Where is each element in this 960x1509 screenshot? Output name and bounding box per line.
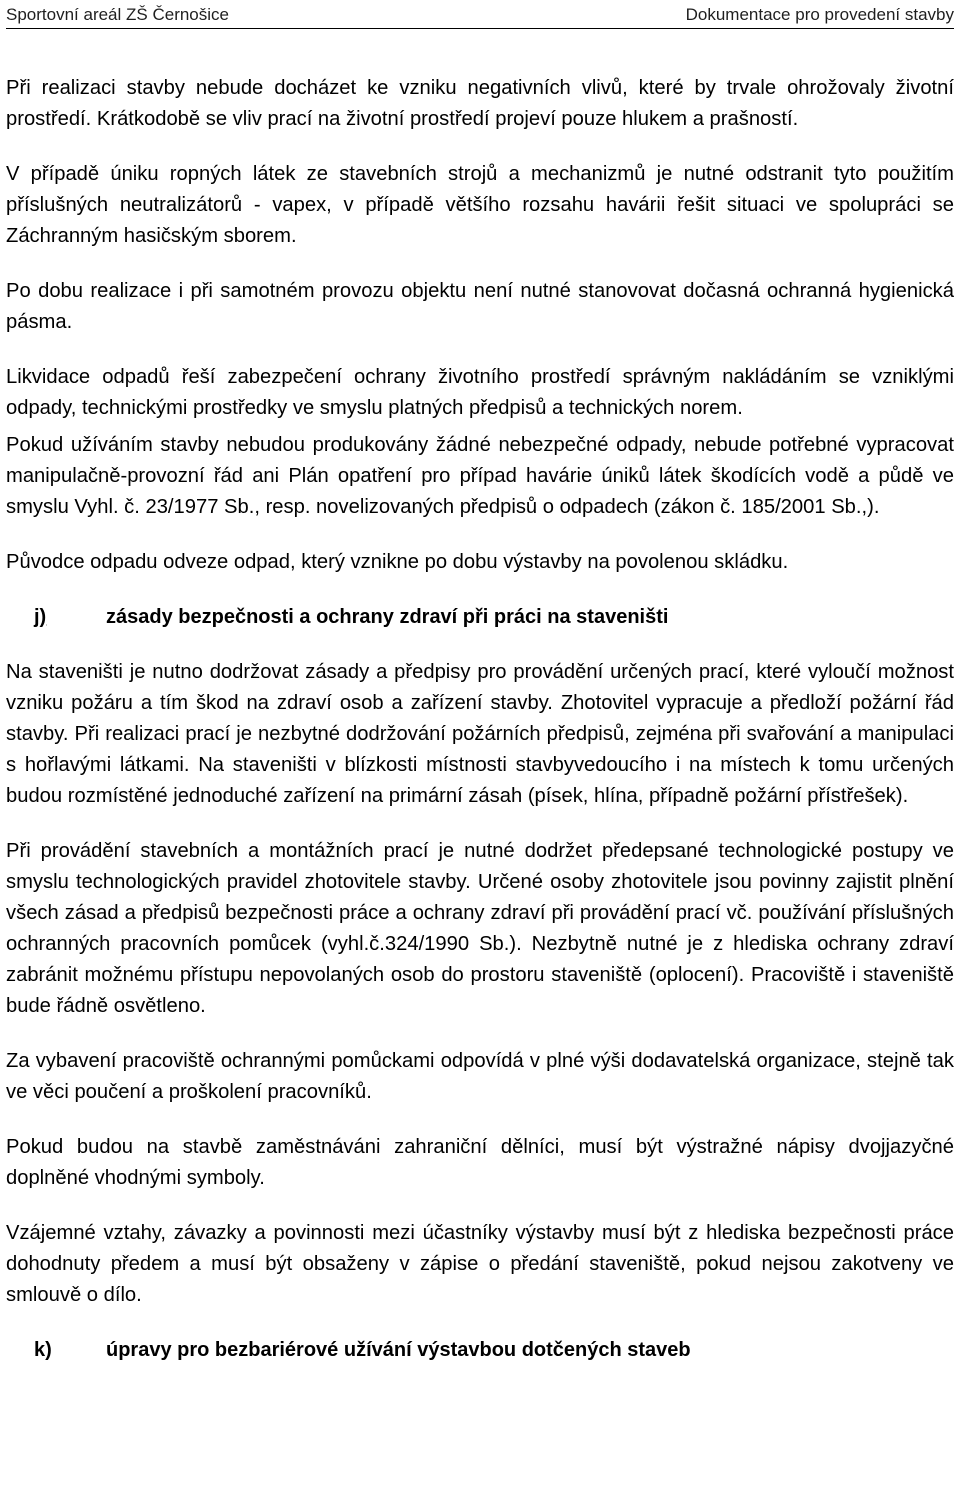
section-heading-j: [6, 602, 954, 633]
section-heading-k: [6, 1335, 954, 1366]
page-header: [6, 4, 954, 29]
section-title-k: úpravy pro bezbariérové užívání výstavbou dotčených staveb: [106, 1339, 691, 1361]
paragraph-hazardous-waste: Pokud užíváním stavby nebudou produkovány žádné nebezpečné odpady, nebude potřebné vypracovat manipulačně-provozní řád ani Plán opatření pro případ havárie úniků látek škodících vodě a půdě ve smyslu Vyhl. č. 23/1977 Sb., resp. novelizovaných předpisů o odpadech (zákon č. 185/2001 Sb.,).: [6, 434, 954, 518]
paragraph-hygiene-zones: Po dobu realizace i při samotném provozu objektu není nutné stanovovat dočasná ochranná hygienická pásma.: [6, 280, 954, 333]
document-body: [6, 73, 954, 1390]
paragraph-foreign-workers: Pokud budou na stavbě zaměstnáváni zahraniční dělníci, musí být výstražné nápisy dvojjazyčné doplněné vhodnými symboly.: [6, 1136, 954, 1189]
paragraph-waste-disposal: Likvidace odpadů řeší zabezpečení ochrany životního prostředí správným nakládáním se vzniklými odpady, technickými prostředky ve smyslu platných předpisů a technických norem.: [6, 366, 954, 419]
paragraph-environment: Při realizaci stavby nebude docházet ke vzniku negativních vlivů, které by trvale ohrožovaly životní prostředí. Krátkodobě se vliv prací na životní prostředí projeví pouze hlukem a prašností.: [6, 77, 954, 130]
paragraph-waste-producer: Původce odpadu odveze odpad, který vznikne po dobu výstavby na povolenou skládku.: [6, 551, 789, 573]
paragraph-mutual-relations: Vzájemné vztahy, závazky a povinnosti mezi účastníky výstavby musí být z hlediska bezpečnosti práce dohodnuty předem a musí být obsaženy v zápise o předání staveniště, pokud nejsou zakotveny ve smlouvě o dílo.: [6, 1222, 954, 1306]
section-title-j: zásady bezpečnosti a ochrany zdraví při práci na staveništi: [106, 606, 669, 628]
paragraph-protective-equipment: Za vybavení pracoviště ochrannými pomůckami odpovídá v plné výši dodavatelská organizace, stejně tak ve věci poučení a proškolení pracovníků.: [6, 1050, 954, 1103]
header-project-name: Sportovní areál ZŠ Černošice: [6, 5, 229, 24]
section-letter-j: j): [34, 606, 47, 628]
paragraph-fire-safety: Na staveništi je nutno dodržovat zásady a předpisy pro provádění určených prací, které vyloučí možnost vzniku požáru a tím škod na zdraví osob a zařízení stavby. Zhotovitel vypracuje a předloží požární řád stavby. Při realizaci prací je nezbytné dodržování požárních předpisů, zejména při svařování a manipulaci s hořlavými látkami. Na staveništi v blízkosti místnosti stavbyvedoucího i na místech k tomu určených budou rozmístěné jednoduché zařízení na primární zásah (písek, hlína, případně požární přístřešek).: [6, 661, 954, 807]
paragraph-work-safety: Při provádění stavebních a montážních prací je nutné dodržet předepsané technologické postupy ve smyslu technologických pravidel zhotovitele stavby. Určené osoby zhotovitele jsou povinny zajistit plnění všech zásad a předpisů bezpečnosti práce a ochrany zdraví při provádění prací vč. používání příslušných ochranných pracovních pomůcek (vyhl.č.324/1990 Sb.). Nezbytně nutné je z hlediska ochrany zdraví zabránit možnému přístupu nepovolaných osob do prostoru staveniště (oplocení). Pracoviště i staveniště bude řádně osvětleno.: [6, 840, 954, 1017]
paragraph-oil-leak: V případě úniku ropných látek ze stavebních strojů a mechanizmů je nutné odstranit tyto použitím příslušných neutralizátorů - vapex, v případě většího rozsahu havárii řešit situaci ve spolupráci se Záchranným hasičským sborem.: [6, 163, 954, 247]
header-document-type: Dokumentace pro provedení stavby: [685, 5, 954, 24]
section-letter-k: k): [34, 1339, 52, 1361]
